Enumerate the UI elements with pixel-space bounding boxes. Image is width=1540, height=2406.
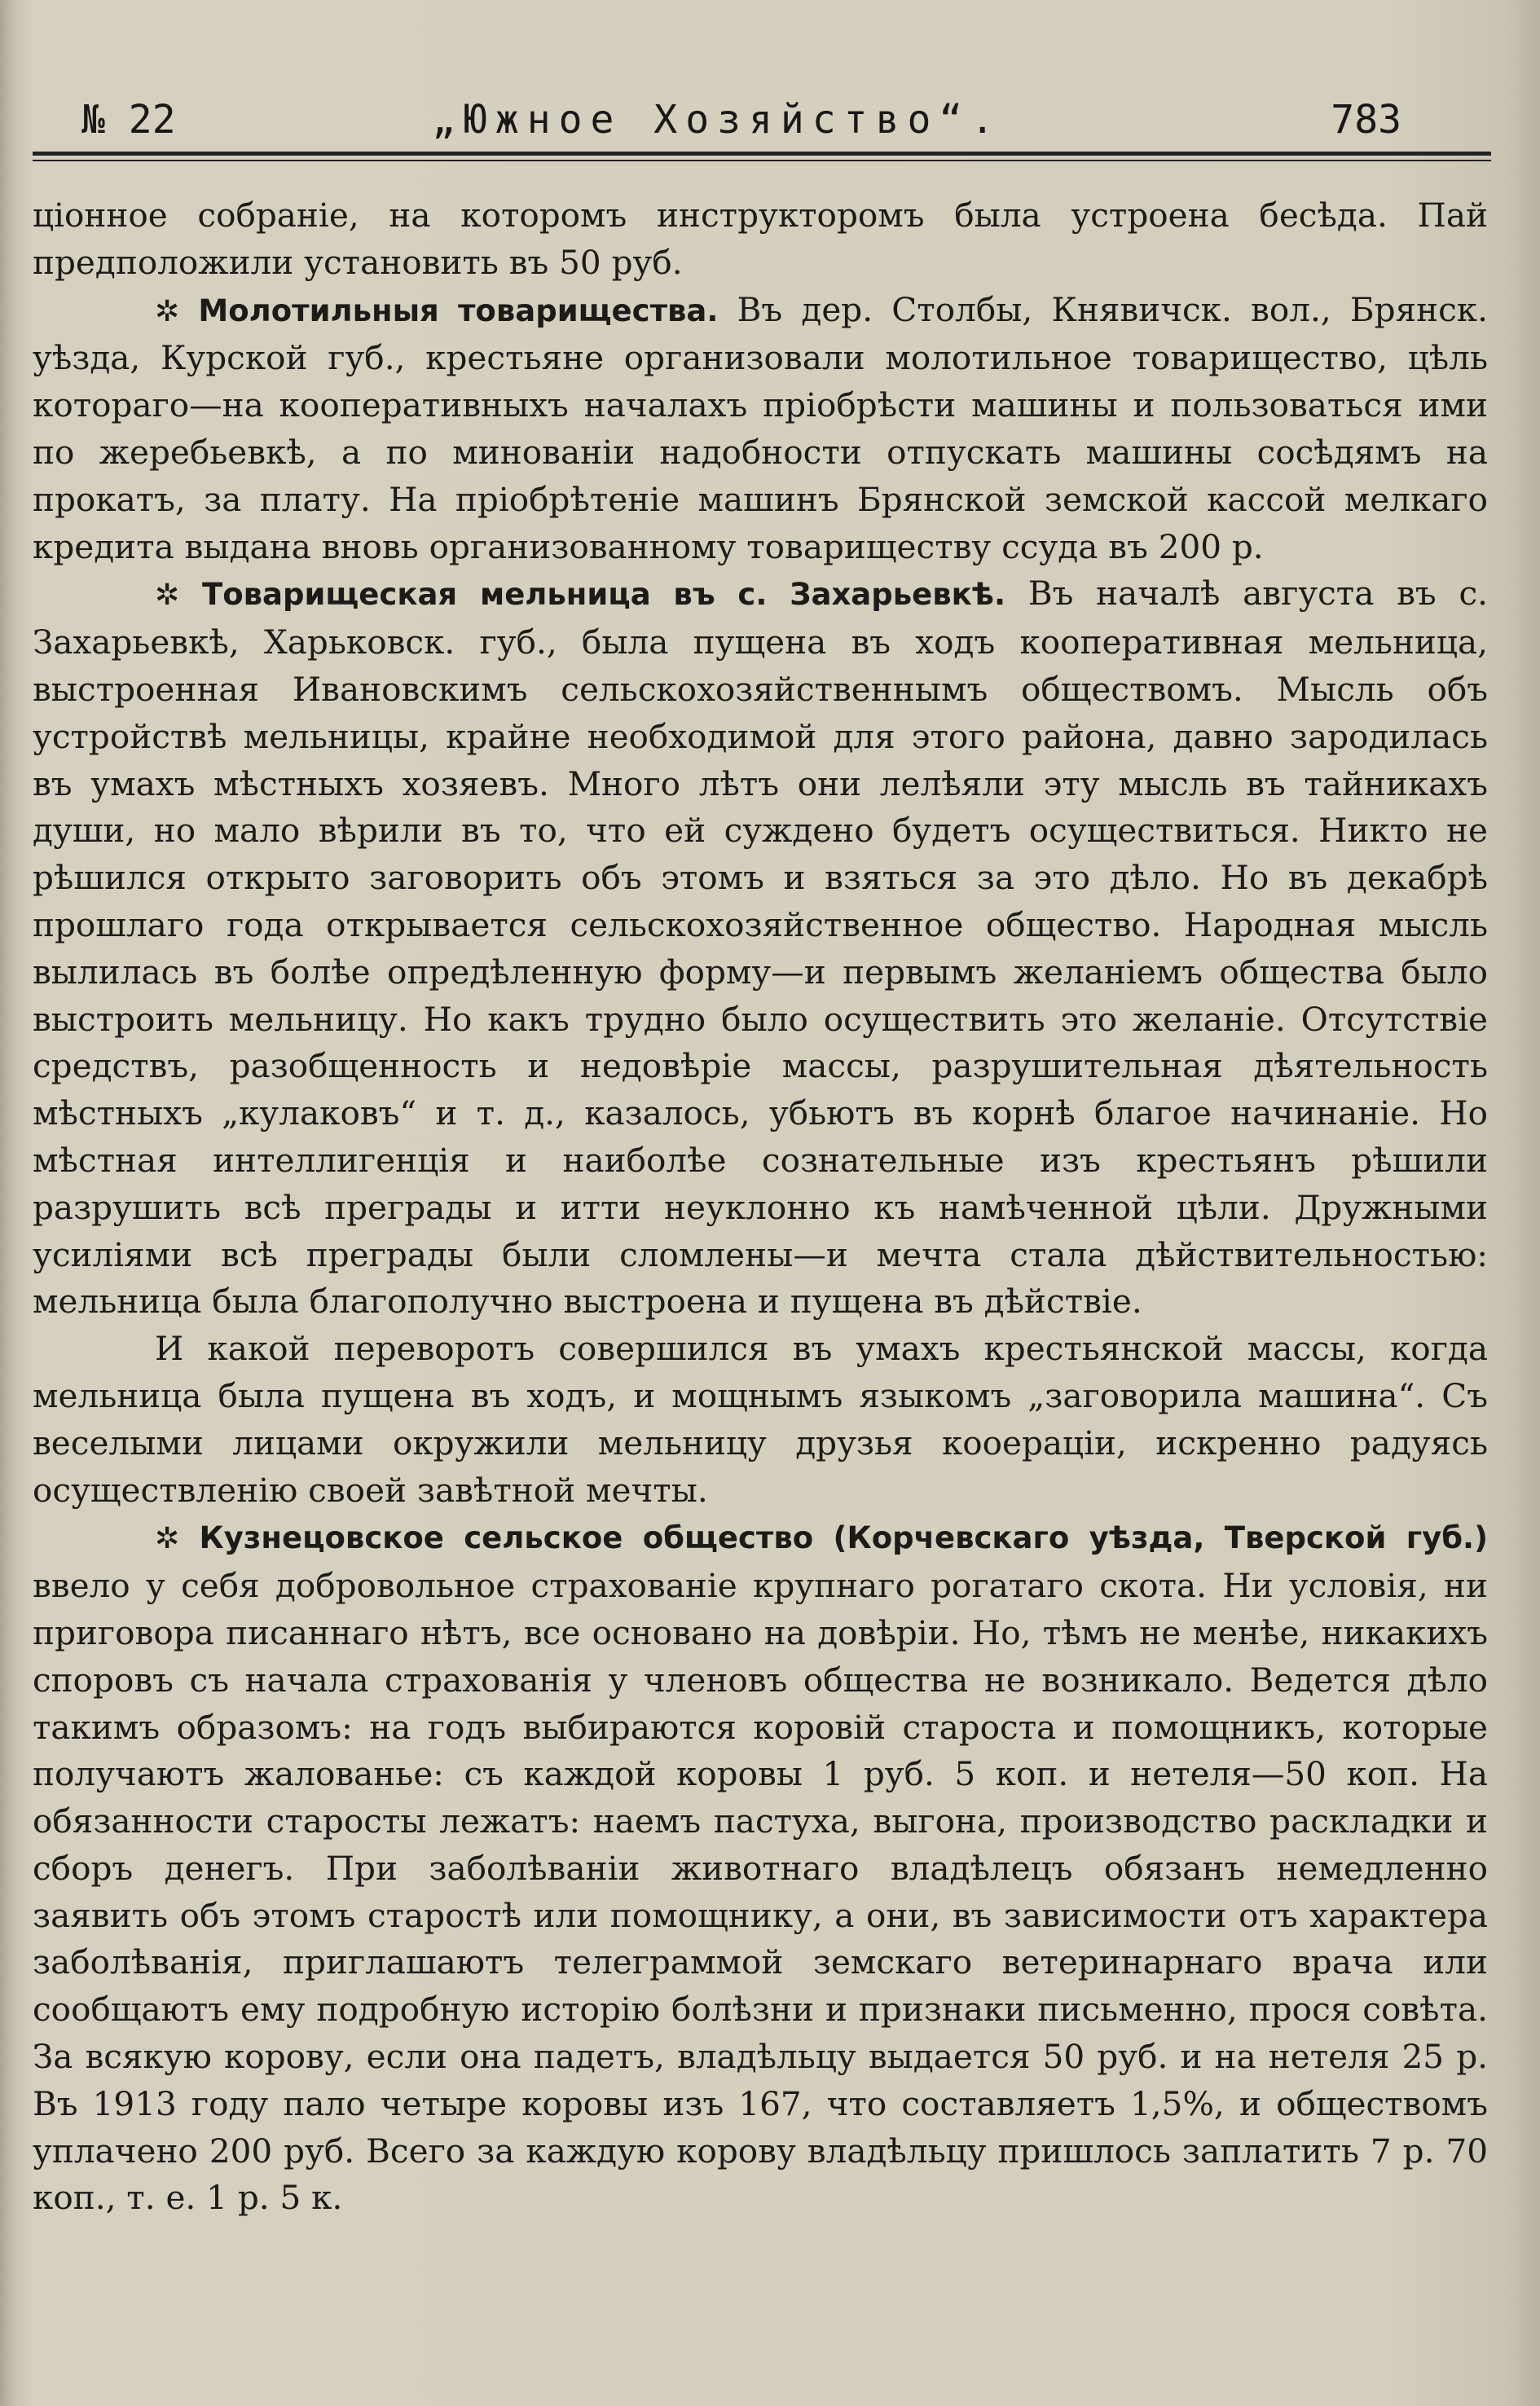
- section-body: И какой переворотъ совершился въ умахъ крестьянской массы, когда мельница была пущена въ ходъ, и мощнымъ языкомъ „заговорила машина“. Съ веселыми лицами окружили мельницу друзья кооераціи, искренно радуясь осуществленію своей завѣтной мечты.: [33, 1329, 1488, 1510]
- section-heading: Кузнецовское сельское общество (Корчевскаго уѣзда, Тверской губ.): [199, 1520, 1488, 1556]
- page-header: [81, 91, 1401, 148]
- continued-paragraph-text: ціонное собраніе, на которомъ инструкторомъ была устроена бесѣда. Пай предположили установить въ 50 руб.: [33, 196, 1488, 282]
- asterism-icon: ✲: [155, 1522, 180, 1556]
- asterism-icon: ✲: [155, 294, 180, 328]
- article-text: [33, 192, 1488, 2222]
- section-heading: Молотильныя товарищества.: [198, 293, 719, 328]
- mill-paragraph-2: [33, 1326, 1488, 1514]
- section-body: Въ началѣ августа въ с. Захарьевкѣ, Харьковск. губ., была пущена въ ходъ кооперативная мельница, выстроенная Ивановскимъ сельскохозяйственнымъ обществомъ. Мысль объ устройствѣ мельницы, крайне необходимой для этого района, давно зародилась въ умахъ мѣстныхъ хозяевъ. Много лѣтъ они лелѣяли эту мысль въ тайникахъ души, но мало вѣрили въ то, что ей суждено будетъ осуществиться. Никто не рѣшился открыто заговорить объ этомъ и взяться за это дѣло. Но въ декабрѣ прошлаго года открывается сельскохозяйственное общество. Народная мысль вылилась въ болѣе опредѣленную форму—и первымъ желаніемъ общества было выстроить мельницу. Но какъ трудно было осуществить это желаніе. Отсутствіе средствъ, разобщенность и недовѣріе массы, разрушительная дѣятельность мѣстныхъ „кулаковъ“ и т. д., казалось, убьютъ въ корнѣ благое начинаніе. Но мѣстная интеллигенція и наиболѣе сознательные изъ крестьянъ рѣшили разрушить всѣ преграды и итти неуклонно къ намѣченной цѣли. Дружными усиліями всѣ преграды были сломлены—и мечта стала дѣйствительностью: мельница была благополучно выстроена и пущена въ дѣйствіе.: [33, 574, 1489, 1322]
- issue-number: № 22: [81, 97, 176, 143]
- continued-paragraph: [33, 192, 1488, 287]
- page-number: 783: [1331, 97, 1401, 143]
- section-heading: Товарищеская мельница въ с. Захарьевкѣ.: [201, 577, 1006, 613]
- journal-title: „Южное Хозяйство“.: [432, 97, 1003, 143]
- section-body: Въ дер. Столбы, Княвичск. вол., Брянск. уѣзда, Курской губ., крестьяне организовали молотильное товарищество, цѣль котораго—на кооперативныхъ началахъ пріобрѣсти машины и пользоваться ими по жеребьевкѣ, а по минованіи надобности отпускать машины сосѣдямъ на прокатъ, за плату. На пріобрѣтеніе машинъ Брянской земской кассой мелкаго кредита выдана вновь организованному товариществу ссуда въ 200 р.: [33, 289, 1488, 566]
- section-kuznetsovo-society: [33, 1514, 1488, 2222]
- section-mill: [33, 570, 1488, 1326]
- header-rule-thick: [33, 152, 1491, 156]
- section-threshing-partnerships: [33, 287, 1488, 571]
- asterism-icon: ✲: [155, 578, 180, 613]
- header-rule-thin: [33, 160, 1491, 161]
- section-body: ввело у себя добровольное страхованіе крупнаго рогатаго скота. Ни условія, ни приговора писаннаго нѣтъ, все основано на довѣріи. Но, тѣмъ не менѣе, никакихъ споровъ съ начала страхованія у членовъ общества не возникало. Ведется дѣло такимъ образомъ: на годъ выбираются коровій староста и помощникъ, которые получаютъ жалованье: съ каждой коровы 1 руб. 5 коп. и нетеля—50 коп. На обязанности старосты лежатъ: наемъ пастуха, выгона, производство раскладки и сборъ денегъ. При заболѣваніи животнаго владѣлецъ обязанъ немедленно заявить объ этомъ старостѣ или помощнику, а они, въ зависимости отъ характера заболѣванія, приглашаютъ телеграммой земскаго ветеринарнаго врача или сообщаютъ ему подробную исторію болѣзни и признаки письменно, прося совѣта. За всякую корову, если она падетъ, владѣльцу выдается 50 руб. и на нетеля 25 р. Въ 1913 году пало четыре коровы изъ 167, что составляетъ 1,5%, и обществомъ уплачено 200 руб. Всего за каждую корову владѣльцу пришлось заплатить 7 р. 70 коп., т. е. 1 р. 5 к.: [33, 1566, 1488, 2218]
